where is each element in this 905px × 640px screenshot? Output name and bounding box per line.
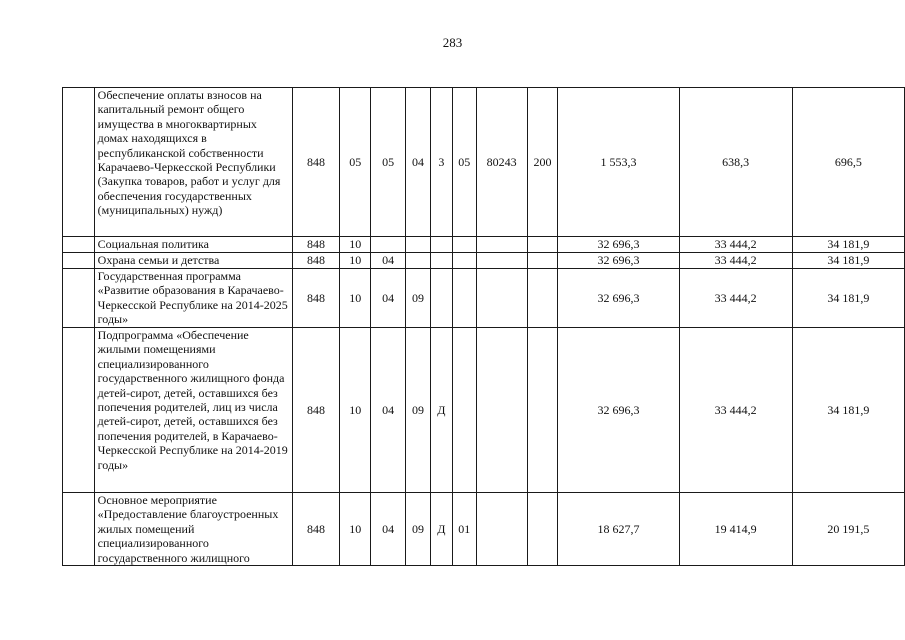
item-name: Обеспечение оплаты взносов на капитальный ремонт общего имущества в многоквартирных домах находящихся в республиканской собственности Карачаево-Черкесской Республики (Закупка товаров, работ и услуг для обеспечения государственных (муниципальных) нужд) (94, 88, 292, 237)
section-code: 10 (340, 328, 371, 493)
item-name: Социальная политика (94, 237, 292, 253)
amount-year-2: 33 444,2 (679, 253, 792, 269)
item-name: Государственная программа «Развитие образования в Карачаево-Черкесской Республике на 2014-2025 годы» (94, 269, 292, 328)
table-row (63, 253, 905, 269)
amount-year-1: 18 627,7 (558, 493, 679, 566)
row-marker-cell (63, 269, 95, 328)
program-code: 09 (405, 493, 430, 566)
main-event-code: 01 (452, 493, 476, 566)
amount-year-1: 32 696,3 (558, 269, 679, 328)
amount-year-1: 32 696,3 (558, 237, 679, 253)
expense-type-code (527, 493, 558, 566)
section-code: 10 (340, 237, 371, 253)
row-marker-cell (63, 253, 95, 269)
ministry-code: 848 (292, 237, 340, 253)
main-event-code (452, 237, 476, 253)
subsection-code (371, 237, 406, 253)
ministry-code: 848 (292, 328, 340, 493)
table-row (63, 237, 905, 253)
subprogram-code: 3 (430, 88, 452, 237)
subprogram-code (430, 253, 452, 269)
amount-year-1: 32 696,3 (558, 328, 679, 493)
main-event-code (452, 269, 476, 328)
table-row (63, 493, 905, 566)
amount-year-3: 34 181,9 (792, 253, 904, 269)
direction-code (476, 269, 527, 328)
direction-code (476, 253, 527, 269)
main-event-code: 05 (452, 88, 476, 237)
table-row (63, 269, 905, 328)
amount-year-3: 696,5 (792, 88, 904, 237)
item-name: Подпрограмма «Обеспечение жилыми помещениями специализированного государственного жилищного фонда детей-сирот, детей, оставшихся без попечения родителей, лиц из числа детей-сирот, детей, оставшихся без попечения родителей, в Карачаево-Черкесской Республике на 2014-2019 годы» (94, 328, 292, 493)
amount-year-3: 20 191,5 (792, 493, 904, 566)
subsection-code: 04 (371, 328, 406, 493)
amount-year-1: 1 553,3 (558, 88, 679, 237)
row-marker-cell (63, 328, 95, 493)
subprogram-code: Д (430, 328, 452, 493)
amount-year-3: 34 181,9 (792, 237, 904, 253)
amount-year-3: 34 181,9 (792, 328, 904, 493)
row-marker-cell (63, 237, 95, 253)
program-code: 09 (405, 328, 430, 493)
direction-code (476, 237, 527, 253)
table-row (63, 328, 905, 493)
section-code: 10 (340, 493, 371, 566)
program-code: 09 (405, 269, 430, 328)
section-code: 10 (340, 253, 371, 269)
amount-year-2: 19 414,9 (679, 493, 792, 566)
ministry-code: 848 (292, 269, 340, 328)
expense-type-code (527, 253, 558, 269)
section-code: 10 (340, 269, 371, 328)
ministry-code: 848 (292, 253, 340, 269)
page-number: 283 (442, 35, 463, 50)
direction-code (476, 493, 527, 566)
item-name: Основное мероприятие «Предоставление благоустроенных жилых помещений специализированного государственного жилищного (94, 493, 292, 566)
subprogram-code (430, 237, 452, 253)
expense-type-code (527, 237, 558, 253)
amount-year-2: 33 444,2 (679, 328, 792, 493)
row-marker-cell (63, 88, 95, 237)
subsection-code: 04 (371, 493, 406, 566)
table-row (63, 88, 905, 237)
expense-type-code (527, 269, 558, 328)
program-code (405, 237, 430, 253)
subsection-code: 04 (371, 269, 406, 328)
section-code: 05 (340, 88, 371, 237)
main-event-code (452, 328, 476, 493)
subsection-code: 04 (371, 253, 406, 269)
program-code (405, 253, 430, 269)
direction-code (476, 328, 527, 493)
subprogram-code: Д (430, 493, 452, 566)
budget-table (62, 87, 905, 566)
amount-year-2: 33 444,2 (679, 237, 792, 253)
subprogram-code (430, 269, 452, 328)
row-marker-cell (63, 493, 95, 566)
amount-year-3: 34 181,9 (792, 269, 904, 328)
expense-type-code (527, 328, 558, 493)
subsection-code: 05 (371, 88, 406, 237)
main-event-code (452, 253, 476, 269)
expense-type-code: 200 (527, 88, 558, 237)
ministry-code: 848 (292, 88, 340, 237)
direction-code: 80243 (476, 88, 527, 237)
program-code: 04 (405, 88, 430, 237)
amount-year-1: 32 696,3 (558, 253, 679, 269)
amount-year-2: 33 444,2 (679, 269, 792, 328)
amount-year-2: 638,3 (679, 88, 792, 237)
item-name: Охрана семьи и детства (94, 253, 292, 269)
ministry-code: 848 (292, 493, 340, 566)
